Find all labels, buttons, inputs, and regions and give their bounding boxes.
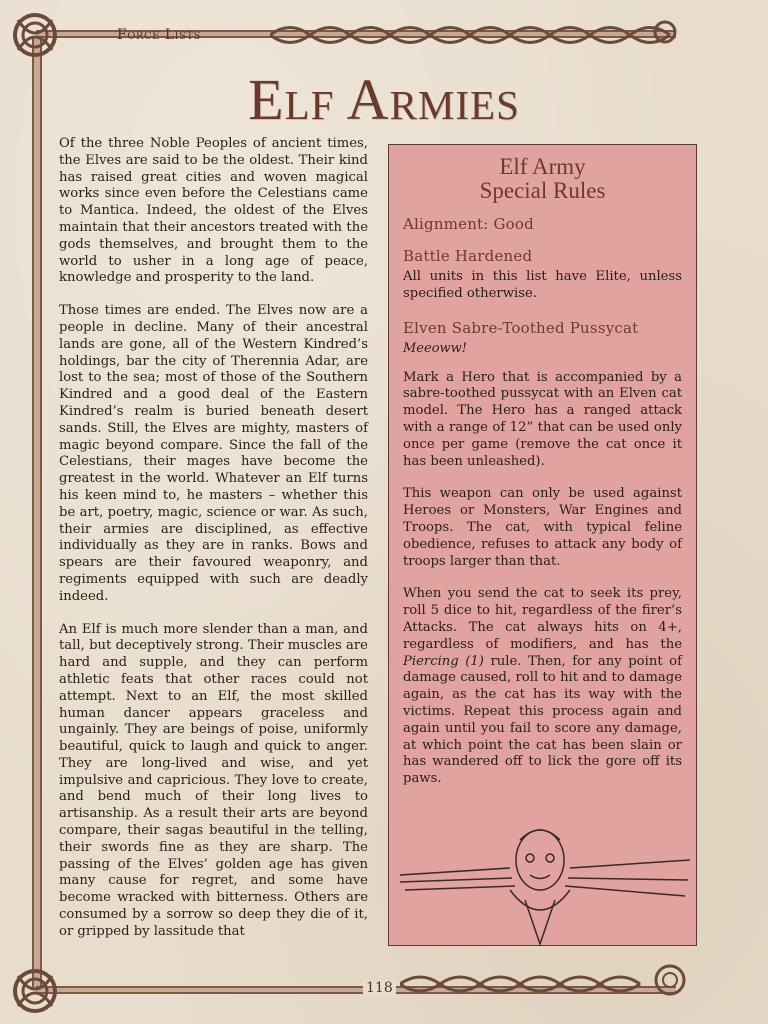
page-number: 118 xyxy=(363,980,396,996)
celtic-knot-icon xyxy=(6,962,64,1020)
rule-text-part: rule. Then, for any point of damage caused, roll to hit and to damage again, as the cat has its way with the victims. Repeat this process again and again until you fail to score any damage, at which point the cat has been slain or has wandered off to lick the gore off its paws. xyxy=(403,653,682,787)
left-border xyxy=(32,38,42,990)
pussycat-heading: Elven Sabre-Toothed Pussycat xyxy=(403,318,639,337)
celtic-knot-icon xyxy=(400,962,700,1002)
celtic-knot-icon xyxy=(6,6,64,64)
celtic-knot-icon xyxy=(270,20,690,50)
pussycat-subtitle: Meeoww! xyxy=(403,340,468,356)
page-title: Elf Armies xyxy=(248,67,520,132)
paragraph: Of the three Noble Peoples of ancient times, the Elves are said to be the oldest. Their kind has raised great cities and woven magical works since even before the Celestians came to Mantica. Indeed, the oldest of the Elves maintain that their ancestors treated with the gods themselves, and brought them to the world to usher in a long age of peace, knowledge and prosperity to the land. xyxy=(59,136,368,286)
pussycat-rule-text: This weapon can only be used against Heroes or Monsters, War Engines and Troops. The cat, with typical feline obedience, refuses to attack any body of troops larger than that. xyxy=(403,486,682,569)
battle-hardened-text: All units in this list have Elite, unless specified otherwise. xyxy=(403,269,682,301)
alignment-heading: Alignment: Good xyxy=(403,215,534,233)
elf-head-illustration xyxy=(400,820,690,946)
pussycat-rule-text: Mark a Hero that is accompanied by a sabre-toothed pussycat with an Elven cat model. The Hero has a ranged attack with a range of 12” that can be used only once per game (remove the cat once it has been unleashed). xyxy=(403,369,682,469)
piercing-rule-name: Piercing (1) xyxy=(403,653,484,669)
section-label: Force Lists xyxy=(117,27,201,43)
pussycat-rule-text xyxy=(403,586,682,788)
paragraph: An Elf is much more slender than a man, and tall, but deceptively strong. Their muscles are hard and supple, and they can perform athletic feats that other races could not attempt. Next to an Elf, the most skilled human dancer appears graceless and ungainly. They are beings of poise, uniformly beautiful, quick to laugh and quick to anger. They are long-lived and wise, and yet impulsive and capricious. They love to create, and bend much of their long lives to artisanship. As a result their arts are beyond compare, their sagas beautiful in the telling, their swords fine as they are sharp. The passing of the Elves’ golden age has given many cause for regret, and some have become wracked with bitterness. Others are consumed by a sorrow so deep they die of it, or gripped by lassitude that xyxy=(59,621,368,939)
battle-hardened-heading: Battle Hardened xyxy=(403,247,533,265)
rules-box-title xyxy=(403,155,682,203)
intro-text xyxy=(59,136,368,957)
paragraph: Those times are ended. The Elves now are a people in decline. Many of their ancestral lands are gone, all of the Western Kindred’s holdings, bar the city of Therennia Adar, are lost to the sea; most of those of the Southern Kindred and a good deal of the Eastern Kindred’s realm is buried beneath desert sands. Still, the Elves are mighty, masters of magic beyond compare. Since the fall of the Celestians, their mages have become the greatest in the world. Whatever an Elf turns his keen mind to, he masters – whether this be art, poetry, magic, science or war. As such, their armies are disciplined, as effective individually as they are in ranks. Bows and spears are their favoured weaponry, and regiments equipped with such are deadly indeed. xyxy=(59,303,368,604)
rules-title-line: Special Rules xyxy=(479,178,606,203)
rule-text-part: When you send the cat to seek its prey, roll 5 dice to hit, regardless of the firer’s Attacks. The cat always hits on 4+, regardless of modifiers, and has the xyxy=(403,586,682,652)
rules-title-line: Elf Army xyxy=(499,154,586,179)
